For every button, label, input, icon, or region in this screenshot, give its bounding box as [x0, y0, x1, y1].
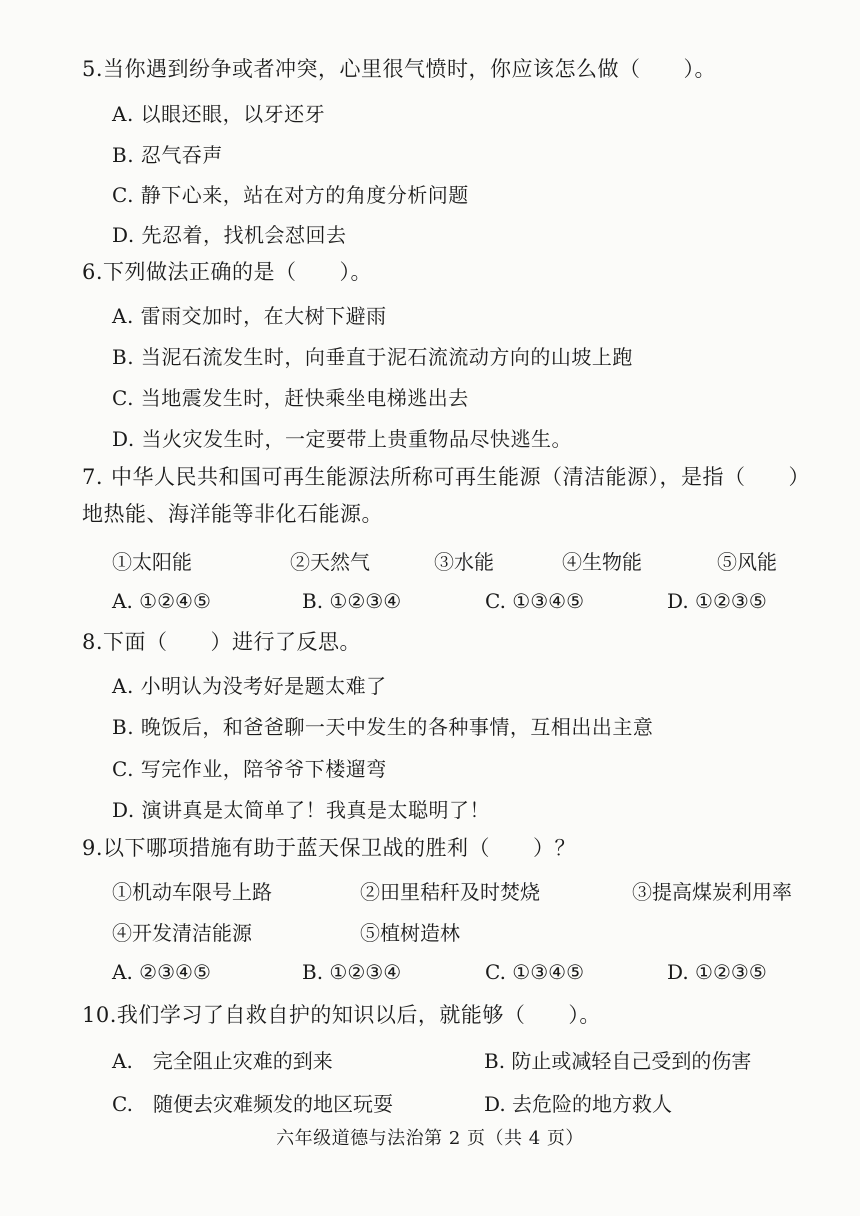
question-text: 下列做法正确的是（ ）。	[103, 260, 373, 284]
question-8-option-a: A. 小明认为没考好是题太难了	[112, 674, 387, 698]
question-7-item: ②天然气	[290, 550, 370, 574]
question-8-option-b: B. 晚饭后，和爸爸聊一天中发生的各种事情，互相出出主意	[112, 715, 654, 739]
question-7-option-b: B. ①②③④	[302, 589, 402, 613]
question-5-option-c: C. 静下心来，站在对方的角度分析问题	[112, 183, 469, 207]
question-8-stem: 8.下面（ ）进行了反思。	[82, 630, 362, 654]
question-5-option-a: A. 以眼还眼，以牙还牙	[112, 102, 326, 126]
page-footer: 六年级道德与法治第 2 页（共 4 页）	[276, 1128, 584, 1149]
question-9-item: ①机动车限号上路	[112, 880, 272, 904]
question-7-option-c: C. ①③④⑤	[485, 589, 585, 613]
question-9-item: ③提高煤炭利用率	[632, 880, 792, 904]
question-6-option-d: D. 当火灾发生时，一定要带上贵重物品尽快逃生。	[112, 427, 573, 451]
question-7-option-d: D. ①②③⑤	[667, 589, 767, 613]
question-7-item: ①太阳能	[112, 550, 192, 574]
question-9-option-b: B. ①②③④	[302, 960, 402, 984]
question-text: 当你遇到纷争或者冲突，心里很气愤时，你应该怎么做（ ）。	[103, 57, 717, 81]
question-text: 下面（ ）进行了反思。	[103, 630, 362, 654]
question-8-option-c: C. 写完作业，陪爷爷下楼遛弯	[112, 757, 387, 781]
question-6-stem: 6.下列做法正确的是（ ）。	[82, 260, 373, 284]
question-9-option-c: C. ①③④⑤	[485, 960, 585, 984]
question-9-item: ④开发清洁能源	[112, 921, 252, 945]
question-10-option-d: D. 去危险的地方救人	[484, 1092, 673, 1116]
question-6-option-c: C. 当地震发生时，赶快乘坐电梯逃出去	[112, 386, 469, 410]
question-10-option-c: C. 随便去灾难频发的地区玩耍	[112, 1092, 393, 1116]
question-7-option-a: A. ①②④⑤	[112, 589, 211, 613]
question-7-item: ⑤风能	[717, 550, 777, 574]
question-7-item: ④生物能	[562, 550, 642, 574]
question-text: 中华人民共和国可再生能源法所称可再生能源（清洁能源），是指（ ）地热能、海洋能等非化石能源。	[82, 465, 811, 527]
question-5-stem: 5.当你遇到纷争或者冲突，心里很气愤时，你应该怎么做（ ）。	[82, 57, 717, 81]
question-5-option-d: D. 先忍着，找机会怼回去	[112, 223, 347, 247]
question-10-option-b: B. 防止或减轻自己受到的伤害	[484, 1049, 752, 1073]
question-5-option-b: B. 忍气吞声	[112, 143, 223, 167]
question-9-item: ⑤植树造林	[360, 921, 460, 945]
question-7-stem: 7. 中华人民共和国可再生能源法所称可再生能源（清洁能源），是指（ ）地热能、海洋能等非化石能源。	[82, 465, 811, 527]
question-9-option-d: D. ①②③⑤	[667, 960, 767, 984]
question-8-option-d: D. 演讲真是太简单了！我真是太聪明了！	[112, 798, 491, 822]
question-9-item: ②田里秸秆及时焚烧	[360, 880, 540, 904]
question-7-item: ③水能	[434, 550, 494, 574]
question-9-option-a: A. ②③④⑤	[112, 960, 211, 984]
question-10-stem: 10.我们学习了自救自护的知识以后，就能够（ ）。	[82, 1003, 601, 1027]
question-6-option-a: A. 雷雨交加时，在大树下避雨	[112, 304, 387, 328]
question-text: 以下哪项措施有助于蓝天保卫战的胜利（ ）？	[103, 836, 577, 860]
question-9-stem: 9.以下哪项措施有助于蓝天保卫战的胜利（ ）？	[82, 836, 577, 860]
question-text: 我们学习了自救自护的知识以后，就能够（ ）。	[116, 1003, 601, 1027]
question-10-option-a: A. 完全阻止灾难的到来	[112, 1049, 333, 1073]
question-6-option-b: B. 当泥石流发生时，向垂直于泥石流流动方向的山坡上跑	[112, 345, 633, 369]
